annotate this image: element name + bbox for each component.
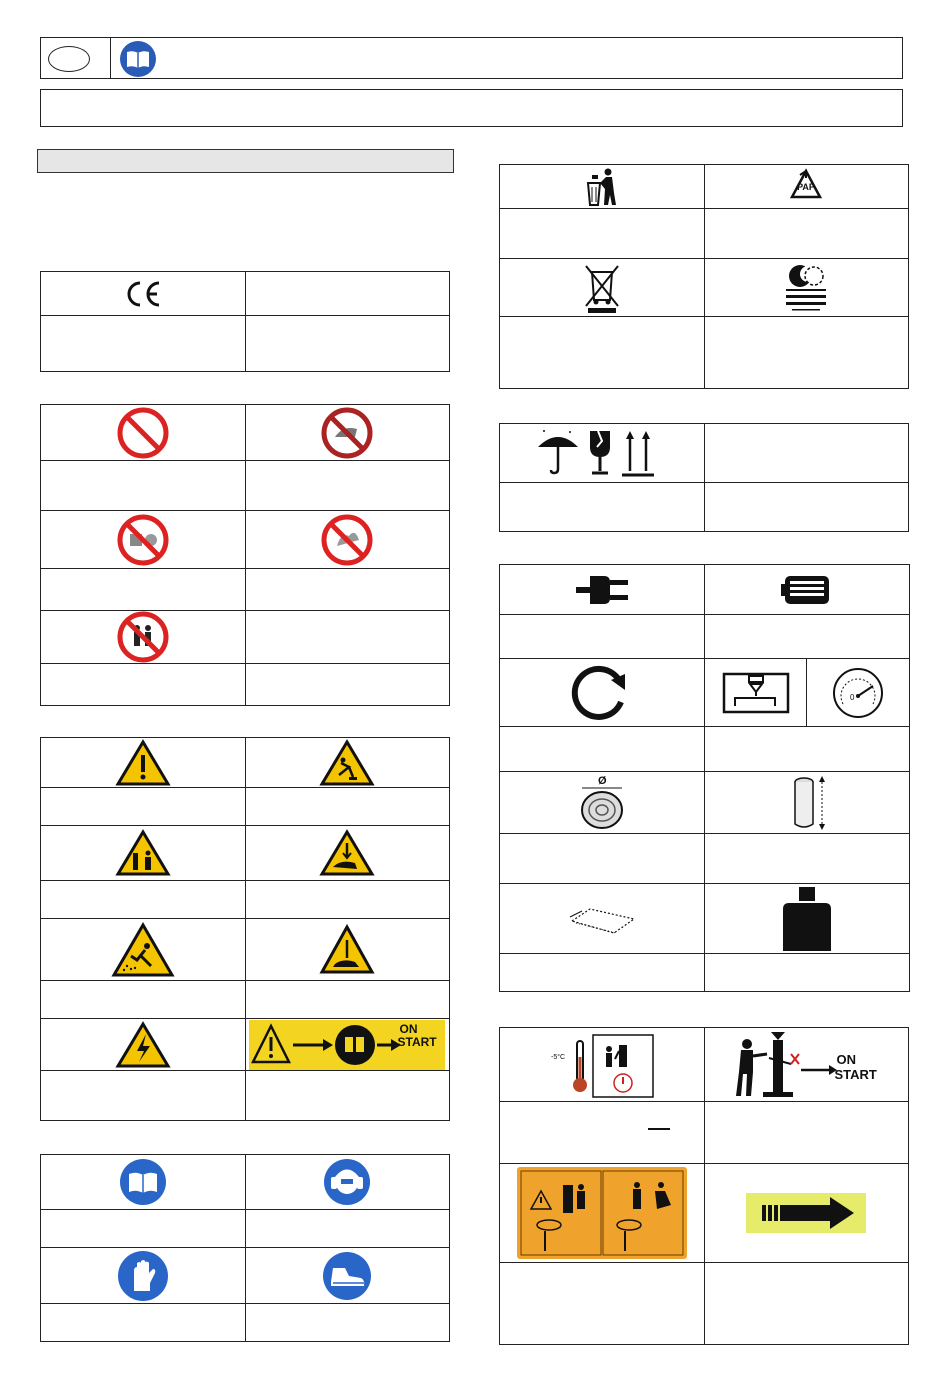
mandatory-desc-2 (245, 1210, 450, 1248)
packaging-table (499, 423, 909, 532)
tech-cell-4 (705, 659, 807, 727)
tech-cell-5 (807, 659, 910, 727)
warning-desc-6 (245, 981, 450, 1019)
tech-desc-3 (500, 727, 705, 772)
warning-desc-5 (41, 981, 246, 1019)
ce-desc-cell-2 (245, 316, 450, 372)
electric-shock-icon (115, 1021, 171, 1069)
press-icon (721, 668, 791, 718)
sub-header-box (40, 89, 903, 127)
warning-desc-8 (245, 1071, 450, 1121)
tech-cell-9 (705, 884, 910, 954)
warning-cell-6 (245, 919, 450, 981)
operation-desc-4 (704, 1263, 909, 1345)
tech-cell-3 (500, 659, 705, 727)
tech-desc-2 (705, 615, 910, 659)
tech-desc-1 (500, 615, 705, 659)
ce-desc-cell (41, 316, 246, 372)
operation-desc-3 (500, 1263, 705, 1345)
safety-shoes-icon (321, 1250, 373, 1302)
tech-desc-7 (500, 954, 705, 992)
ce-mark-icon (121, 279, 165, 309)
underline-mark (648, 1128, 670, 1130)
operation-desc-2 (704, 1102, 909, 1164)
direction-arrow-icon (744, 1191, 868, 1235)
disposal-desc-4 (704, 317, 909, 389)
prohibit-cell-5 (41, 611, 246, 664)
prohibit-desc-3 (41, 569, 246, 611)
packaging-desc-2 (704, 483, 909, 532)
prohibit-cell-6 (245, 611, 450, 664)
gauge-zero-label: 0 (850, 692, 855, 702)
rotation-icon (567, 662, 637, 724)
motor-icon (779, 570, 835, 610)
warning-desc-3 (41, 881, 246, 919)
prohibit-cell-2 (245, 405, 450, 461)
ce-table (40, 271, 450, 372)
warning-desc-2 (245, 788, 450, 826)
warning-cell-1 (41, 738, 246, 788)
packaging-icons-cell (500, 424, 705, 483)
warning-cell-2 (245, 738, 450, 788)
header-box (40, 37, 903, 79)
warning-cell-3 (41, 826, 246, 881)
disposal-desc-3 (500, 317, 705, 389)
log-pile-icon (562, 899, 642, 939)
disposal-desc-2 (704, 209, 909, 259)
ear-protection-icon (322, 1157, 372, 1207)
read-manual-icon (118, 1157, 168, 1207)
no-persons-icon (117, 611, 169, 663)
pap-label: PAP (797, 181, 816, 192)
disposal-cell-4 (704, 259, 909, 317)
banner-start-label: START (397, 1034, 437, 1049)
operation-table (499, 1027, 909, 1345)
warning-desc-7 (41, 1071, 246, 1121)
prohibit-desc-6 (245, 664, 450, 706)
diameter-symbol: Ø (598, 774, 607, 787)
banner-on-label: ON (399, 1021, 418, 1036)
ce-text-cell (245, 272, 450, 316)
prohibit-cell-1 (41, 405, 246, 461)
general-warning-icon (115, 739, 171, 787)
diameter-log-icon (572, 774, 632, 832)
tech-cell-6 (500, 772, 705, 834)
this-way-up-icon (622, 431, 654, 475)
prohibit-cell-4 (245, 511, 450, 569)
pressure-gauge-icon (831, 666, 885, 720)
mandatory-desc-4 (245, 1304, 450, 1342)
cold-start-label-icon (547, 1031, 657, 1099)
tech-cell-2 (705, 565, 910, 615)
hand-crush-icon (319, 829, 375, 877)
tech-cell-1 (500, 565, 705, 615)
disposal-cell-1 (500, 165, 705, 209)
warning-desc-4 (245, 881, 450, 919)
operation-cell-2 (704, 1028, 909, 1102)
gloves-icon (116, 1249, 170, 1303)
mandatory-cell-3 (41, 1248, 246, 1304)
flying-debris-icon (111, 922, 175, 978)
fragile-glass-icon (590, 431, 610, 473)
power-plug-icon (570, 570, 634, 610)
disposal-desc-1 (500, 209, 705, 259)
no-entry-icon (117, 407, 169, 459)
warning-desc-1 (41, 788, 246, 826)
disposal-cell-3 (500, 259, 705, 317)
trip-hazard-icon (319, 739, 375, 787)
hot-liquid-icon (319, 924, 375, 976)
no-operating-icon (117, 514, 169, 566)
mandatory-cell-1 (41, 1155, 246, 1210)
prohibit-desc-1 (41, 461, 246, 511)
warning-banner-cell (245, 1019, 450, 1071)
language-oval (48, 46, 90, 72)
read-manual-icon (119, 40, 157, 83)
no-smoke-icon (321, 514, 373, 566)
header-separator (110, 38, 111, 78)
stop-before-start-icon (731, 1030, 881, 1100)
log-length-icon (782, 774, 832, 832)
ce-cell (41, 272, 246, 316)
prohibit-desc-4 (245, 569, 450, 611)
prohibition-table (40, 404, 450, 706)
operation-steps-label-icon (515, 1165, 689, 1261)
packaging-symbols-icon (532, 427, 672, 479)
litter-bin-icon (582, 167, 622, 207)
section-title-bar (37, 149, 454, 173)
packaging-text-cell (704, 424, 909, 483)
mandatory-table (40, 1154, 450, 1342)
operation-cell-1 (500, 1028, 705, 1102)
mandatory-cell-2 (245, 1155, 450, 1210)
keep-dry-umbrella-icon (538, 430, 578, 473)
disposal-cell-2 (704, 165, 909, 209)
operation-cell-4 (704, 1164, 909, 1263)
mandatory-desc-1 (41, 1210, 246, 1248)
tech-desc-4 (705, 727, 910, 772)
crossed-wheelie-bin-icon (582, 262, 622, 314)
tech-cell-7 (705, 772, 910, 834)
crush-hazard-icon (115, 829, 171, 877)
packaging-desc-1 (500, 483, 705, 532)
tech-desc-8 (705, 954, 910, 992)
prohibit-desc-2 (245, 461, 450, 511)
prohibit-desc-5 (41, 664, 246, 706)
pap-recycling-icon (784, 167, 828, 207)
technical-table (499, 564, 910, 992)
warning-cell-7 (41, 1019, 246, 1071)
tech-desc-5 (500, 834, 705, 884)
recycle-logo-icon (778, 262, 834, 314)
weight-icon (779, 885, 835, 953)
mandatory-cell-4 (245, 1248, 450, 1304)
svg-text:-5°C: -5°C (550, 1053, 565, 1061)
operation-start-label: START (834, 1067, 877, 1082)
warning-cell-4 (245, 826, 450, 881)
warning-cell-5 (41, 919, 246, 981)
operation-desc-1 (500, 1102, 705, 1164)
no-water-spray-icon (321, 407, 373, 459)
tech-cell-8 (500, 884, 705, 954)
prohibit-cell-3 (41, 511, 246, 569)
tech-desc-6 (705, 834, 910, 884)
operation-cell-3 (500, 1164, 705, 1263)
operation-on-label: ON (836, 1052, 856, 1067)
disposal-table (499, 164, 909, 389)
mandatory-desc-3 (41, 1304, 246, 1342)
warning-table (40, 737, 450, 1121)
